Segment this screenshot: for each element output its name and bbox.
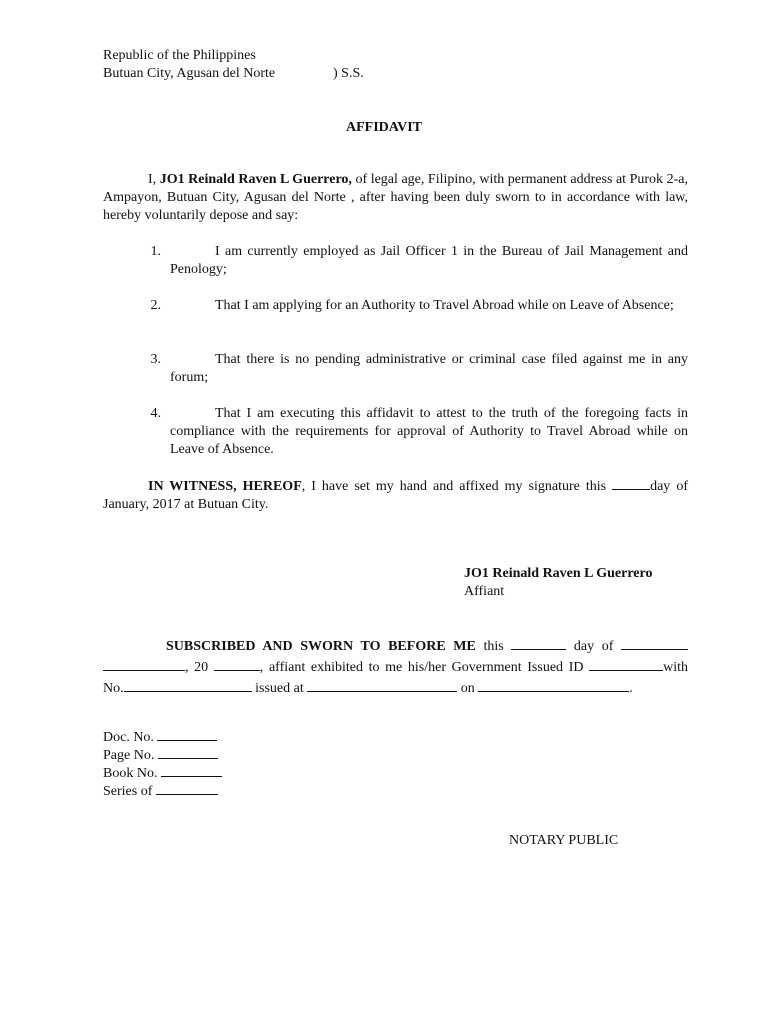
item-number: 3.: [150, 352, 161, 367]
jurat-text: this: [475, 639, 512, 654]
item-number: 1.: [150, 244, 161, 259]
register-blank: [158, 744, 218, 759]
venue-city-text: Butuan City, Agusan del Norte: [103, 66, 276, 81]
jurat-day-blank: [511, 635, 566, 650]
affiant-name-inline: JO1 Reinald Raven L Guerrero,: [159, 172, 352, 187]
id-number-blank: [124, 677, 252, 692]
register-label: Book No.: [103, 766, 161, 781]
venue-city: [103, 65, 275, 83]
jurat-month-blank-2: [103, 656, 185, 671]
jurat-text: issued at: [251, 681, 308, 696]
jurat-text: with No.: [103, 660, 689, 696]
register-label: Doc. No.: [103, 730, 158, 745]
id-type-blank: [589, 656, 663, 671]
jurat-month-blank: [621, 635, 688, 650]
day-blank: [612, 475, 650, 490]
notary-public-label: NOTARY PUBLIC: [509, 833, 619, 848]
register-label: Page No.: [103, 748, 158, 763]
jurat-text: day of: [566, 639, 621, 654]
register-label: Series of: [103, 784, 156, 799]
intro-rest: of legal age, Filipino, with permanent address at Purok 2-a, Ampayon, Butuan City, Agusan del Norte , after having been duly sworn to in accordance with law, hereby voluntarily depose and say:: [103, 172, 688, 223]
item-text: I am currently employed as Jail Officer 1 in the Bureau of Jail Management and Penology;: [170, 244, 688, 277]
witness-paragraph: [103, 475, 688, 514]
venue-ss: ) S.S.: [333, 66, 364, 81]
item-text: That I am applying for an Authority to Travel Abroad while on Leave of Absence;: [215, 298, 674, 313]
affiant-name: JO1 Reinald Raven L Guerrero: [464, 566, 653, 581]
document-title: AFFIDAVIT: [346, 120, 422, 135]
register-blank: [161, 762, 222, 777]
jurat-paragraph: [103, 635, 688, 698]
item-text: That there is no pending administrative or criminal case filed against me in any forum;: [170, 352, 688, 385]
intro-paragraph: [103, 171, 688, 225]
item-text: That I am executing this affidavit to attest to the truth of the foregoing facts in compliance with the requirements for approval of Authority to Travel Abroad while on Leave of Absence.: [170, 406, 688, 457]
item-number: 4.: [150, 406, 161, 421]
jurat-text: , 20: [185, 660, 214, 675]
issued-on-blank: [478, 677, 629, 692]
witness-text-1: , I have set my hand and affixed my signature this: [301, 479, 613, 494]
venue-country: Republic of the Philippines: [103, 48, 256, 63]
register-series-of: [103, 780, 218, 801]
jurat-lead: SUBSCRIBED AND SWORN TO BEFORE ME: [166, 639, 476, 654]
jurat-text: .: [629, 681, 633, 696]
jurat-text: , affiant exhibited to me his/her Government Issued ID: [259, 660, 590, 675]
jurat-year-blank: [214, 656, 260, 671]
register-blank: [156, 780, 218, 795]
witness-lead: IN WITNESS, HEREOF: [148, 479, 302, 494]
register-blank: [157, 726, 217, 741]
jurat-text: on: [457, 681, 479, 696]
affiant-label: Affiant: [464, 584, 505, 599]
item-number: 2.: [150, 298, 161, 313]
issued-at-blank: [307, 677, 457, 692]
intro-prefix: I,: [148, 172, 160, 187]
witness-text-2: day of January, 2017 at Butuan City.: [103, 479, 688, 512]
